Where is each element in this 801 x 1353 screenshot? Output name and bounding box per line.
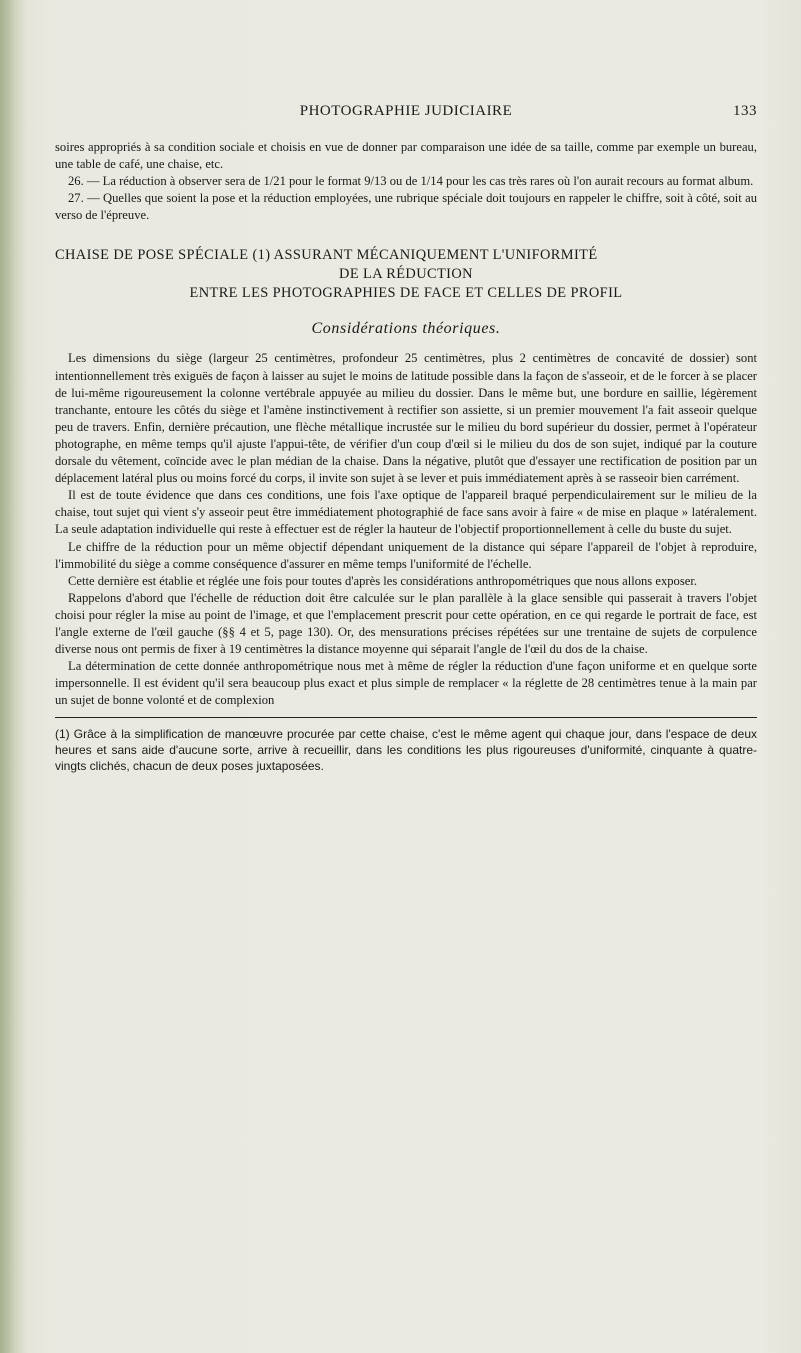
footnote: (1) Grâce à la simplification de manœuvre procurée par cette chaise, c'est le même agent qui chaque jour, dans l'espace de deux heures et sans aide d'aucune sorte, arrive à recueillir, dans les conditions les plus rigoureuses d'uniformité, cinquante à quatre-vingts clichés, chacun de deux poses juxtaposées. xyxy=(55,727,757,774)
paragraph-evidence: Il est de toute évidence que dans ces conditions, une fois l'axe optique de l'appareil braqué perpendiculairement sur le milieu de la chaise, tout sujet qui vient s'y asseoir peut être immédiatement photographié de face sans avoir à faire « de mise en plaque » latéralement. La seule adaptation individuelle qui reste à effectuer est de régler la hauteur de l'objectif proportionnellement à celle du buste du sujet. xyxy=(55,488,757,537)
running-header xyxy=(55,100,757,122)
paragraph-recall: Rappelons d'abord que l'échelle de réduction doit être calculée sur le plan parallèle à la glace sensible qui passerait à travers l'objet choisi pour régler la mise au point de l'image, et que l'emplacement prescrit pour cette opération, en ce qui regarde le portrait de face, est l'angle externe de l'œil gauche (§§ 4 et 5, page 130). Or, des mensurations précises répétées sur une trentaine de sujets de corpulence diverse nous ont permis de fixer à 19 centimètres la distance moyenne qui séparait l'angle de l'œil du dos de la chaise. xyxy=(55,590,757,657)
main-text-block xyxy=(55,350,757,709)
section-heading-line-3: ENTRE LES PHOTOGRAPHIES DE FACE ET CELLES DE PROFIL xyxy=(189,285,623,302)
section-heading-line-2: DE LA RÉDUCTION xyxy=(339,266,473,283)
paragraph-scale: Cette dernière est établie et réglée une fois pour toutes d'après les considérations anthropométriques que nous allons exposer. xyxy=(68,573,697,588)
section-heading xyxy=(55,246,757,303)
page-content xyxy=(55,100,757,774)
top-text-block xyxy=(55,139,757,224)
section-subtitle: Considérations théoriques. xyxy=(311,320,501,338)
paragraph-dimensions: Les dimensions du siège (largeur 25 centimètres, profondeur 25 centimètres, plus 2 centimètres de concavité de dossier) sont intentionnellement très exiguës de façon à laisser au sujet le moins de latitude possible dans la façon de s'asseoir, et de le forcer à se placer de lui-même rigoureusement la colonne vertébrale appuyée au milieu du dossier. Dans le même but, une bordure en saillie, légèrement tranchante, entoure les côtés du siège et l'amène instinctivement à rectifier son assiette, si un premier mouvement l'a fait asseoir quelque peu de travers. Enfin, dernière précaution, une flèche métallique incrustée sur le milieu du bord supérieur du dossier, permet à l'opérateur photographe, en même temps qu'il ajuste l'appui-tête, de vérifier d'un coup d'œil si le milieu du dos de son sujet, indiqué par la couture dorsale du vêtement, coïncide avec le plan médian de la chaise. Dans la négative, plutôt que d'essayer une rectification de position par un déplacement latéral plus ou moins forcé du corps, il invite son sujet à se lever et puis immédiatement après à se rasseoir bien carrément. xyxy=(55,351,757,486)
running-title: PHOTOGRAPHIE JUDICIAIRE xyxy=(299,103,513,119)
paragraph-determination: La détermination de cette donnée anthropométrique nous met à même de régler la réduction d'une façon uniforme et en quelque sorte impersonnelle. Il est évident qu'il sera beaucoup plus exact et plus simple de remplacer « la réglette de 28 centimètres tenue à la main par un sujet de bonne volonté et de complexion xyxy=(55,659,757,708)
paragraph-reduction: Le chiffre de la réduction pour un même objectif dépendant uniquement de la distance qui sépare l'appareil de l'objet à reproduire, l'immobilité du siège a comme conséquence d'assurer en même temps l'uniformité de l'échelle. xyxy=(55,539,757,571)
paragraph-26: 26. — La réduction à observer sera de 1/21 pour le format 9/13 ou de 1/14 pour les cas très rares où l'on aurait recours au format album. xyxy=(68,174,754,189)
page-number: 133 xyxy=(733,103,757,119)
footnote-divider xyxy=(55,717,757,718)
paragraph-27: 27. — Quelles que soient la pose et la réduction employées, une rubrique spéciale doit toujours en rappeler le chiffre, soit à côté, soit au verso de l'épreuve. xyxy=(55,191,757,223)
section-heading-line-1: CHAISE DE POSE SPÉCIALE (1) ASSURANT MÉCANIQUEMENT L'UNIFORMITÉ xyxy=(55,247,598,264)
page-edge-shadow xyxy=(0,0,26,1353)
paragraph-continuation: soires appropriés à sa condition sociale et choisis en vue de donner par comparaison une idée de sa taille, comme par exemple un bureau, une table de café, une chaise, etc. xyxy=(55,140,757,172)
